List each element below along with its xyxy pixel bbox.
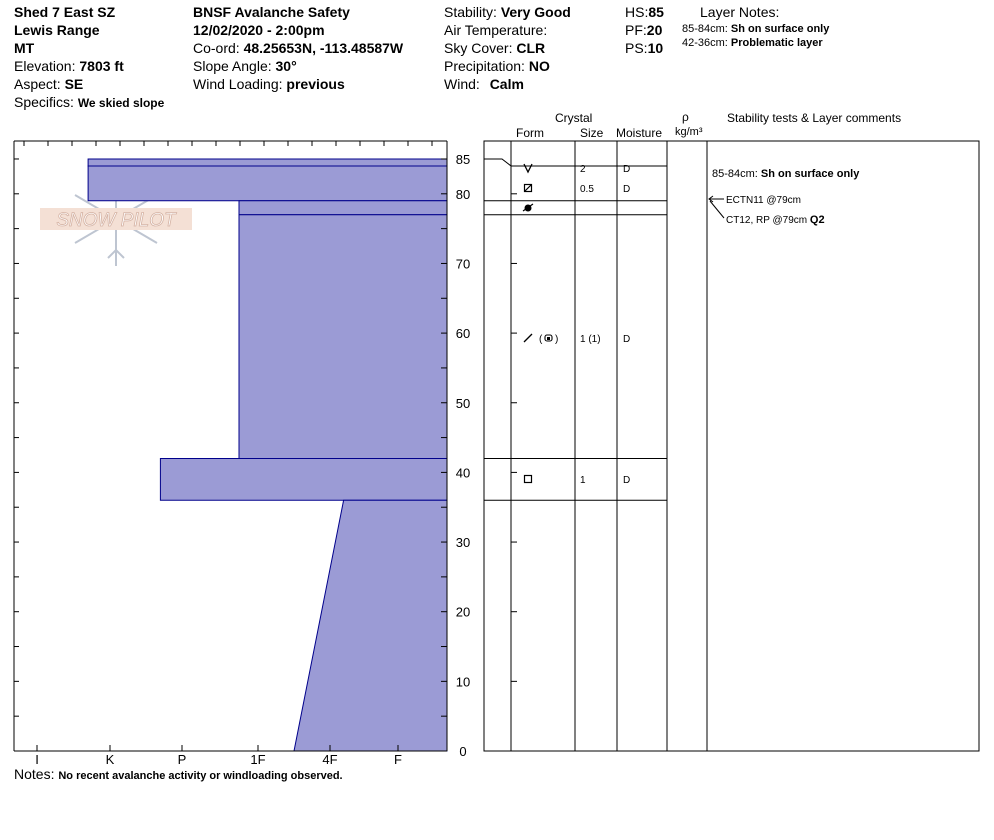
form-header: Form xyxy=(516,126,544,140)
hs-label: HS: xyxy=(625,4,649,20)
moisture-header: Moisture xyxy=(616,126,663,140)
ps-value: 10 xyxy=(647,40,664,56)
wind-loading-value: previous xyxy=(286,76,345,92)
comments-frame xyxy=(707,141,979,751)
aspect-label: Aspect: xyxy=(14,76,61,92)
moisture-value: D xyxy=(623,164,631,175)
state-name: MT xyxy=(14,40,35,56)
crystal-size: 1 (1) xyxy=(580,334,601,345)
test-pointer xyxy=(710,201,724,218)
hardness-tick-label: F xyxy=(394,752,402,767)
elevation-label: Elevation: xyxy=(14,58,76,74)
layer-table xyxy=(484,141,707,751)
stability-label: Stability: xyxy=(444,4,497,20)
depth-tick-label: 20 xyxy=(455,604,471,620)
hardness-layer xyxy=(239,201,447,215)
moisture-value: D xyxy=(623,334,631,345)
svg-text:(: ( xyxy=(539,334,543,345)
coord-value: 48.25653N, -113.48587W xyxy=(243,40,404,56)
decomposing-forms-icon xyxy=(524,334,558,345)
moisture-value: D xyxy=(623,184,631,195)
stability-test-quality: Q2 xyxy=(809,214,825,226)
wind-label: Wind: xyxy=(444,76,480,92)
comments-panel xyxy=(707,141,979,751)
hardness-tick-label: I xyxy=(35,752,39,767)
observation-datetime: 12/02/2020 - 2:00pm xyxy=(193,22,325,38)
hardness-layer xyxy=(160,458,447,500)
stability-test-ct xyxy=(726,211,825,230)
depth-tick-label: 85 xyxy=(455,151,471,167)
elevation-value: 7803 ft xyxy=(79,58,124,74)
air-temperature-label: Air Temperature: xyxy=(444,22,548,38)
crystal-size: 0.5 xyxy=(580,184,594,195)
pf-value: 20 xyxy=(646,22,663,38)
depth-tick-label: 0 xyxy=(459,744,467,759)
hardness-tick-label: P xyxy=(177,752,187,767)
layer-comment-range: 85-84cm: xyxy=(712,168,758,180)
pf-label: PF: xyxy=(625,22,647,38)
depth-tick-label: 80 xyxy=(455,186,471,202)
layer-note-range: 42-36cm: xyxy=(682,37,728,49)
precip-value: NO xyxy=(528,58,550,74)
aspect-value: SE xyxy=(64,76,84,92)
crystal-size: 1 xyxy=(580,475,586,486)
logo-text: SNOW PILOT xyxy=(56,210,176,231)
hardness-tick-label: 1F xyxy=(250,752,266,767)
organization: BNSF Avalanche Safety xyxy=(193,4,350,20)
wind-value: Calm xyxy=(489,76,524,92)
coord-label: Co-ord: xyxy=(193,40,240,56)
moisture-value: D xyxy=(623,475,631,486)
table-frame xyxy=(484,141,707,751)
notes-label: Notes: xyxy=(14,766,55,782)
melt-freeze-crust-icon xyxy=(523,204,533,212)
layer-notes-title: Layer Notes: xyxy=(700,4,780,20)
surface-hoar-icon xyxy=(524,164,532,172)
sky-value: CLR xyxy=(516,40,546,56)
sky-label: Sky Cover: xyxy=(444,40,513,56)
slope-label: Slope Angle: xyxy=(193,58,272,74)
rho-header: ρ xyxy=(682,110,689,124)
layer-note-text: Sh on surface only xyxy=(730,23,830,35)
depth-tick-label: 40 xyxy=(455,465,471,481)
depth-tick-label: 50 xyxy=(455,395,471,411)
layer-note-text: Problematic layer xyxy=(730,37,823,49)
faceted-crystals-icon xyxy=(525,476,532,483)
hardness-layer xyxy=(88,166,447,201)
hardness-layer xyxy=(88,159,447,166)
wind-loading-label: Wind Loading: xyxy=(193,76,283,92)
comments-header: Stability tests & Layer comments xyxy=(727,111,902,125)
specifics-value: We skied slope xyxy=(77,96,165,110)
layer-comment-text: Sh on surface only xyxy=(760,168,860,180)
crystal-header: Crystal xyxy=(555,111,593,125)
stability-test-ct-text: CT12, RP @79cm xyxy=(726,215,808,226)
density-unit-header: kg/m³ xyxy=(675,126,703,138)
specifics-label: Specifics: xyxy=(14,94,74,110)
precip-label: Precipitation: xyxy=(444,58,525,74)
ps-label: PS: xyxy=(625,40,648,56)
svg-text:): ) xyxy=(555,334,559,345)
notes-text: No recent avalanche activity or windloading observed. xyxy=(58,770,343,782)
depth-tick-label: 10 xyxy=(455,674,471,690)
location-name: Shed 7 East SZ xyxy=(14,4,116,20)
hardness-tick-label: 4F xyxy=(322,752,338,767)
stability-value: Very Good xyxy=(500,4,571,20)
size-header: Size xyxy=(580,126,604,140)
faceted-rounded-icon xyxy=(525,185,532,192)
stability-test-ectn: ECTN11 @79cm xyxy=(726,195,801,206)
range-name: Lewis Range xyxy=(14,22,100,38)
depth-tick-label: 60 xyxy=(455,326,471,342)
hardness-tick-label: K xyxy=(105,752,115,767)
depth-tick-label: 30 xyxy=(455,535,471,551)
hardness-layer xyxy=(239,215,447,459)
notes xyxy=(14,765,343,785)
depth-tick-label: 70 xyxy=(455,256,471,272)
connector-line xyxy=(484,159,511,166)
crystal-size: 2 xyxy=(580,164,586,175)
hs-value: 85 xyxy=(648,4,664,20)
layer-note-range: 85-84cm: xyxy=(682,23,728,35)
slope-value: 30° xyxy=(275,58,297,74)
hardness-profile xyxy=(88,159,447,751)
hardness-layer xyxy=(294,500,447,751)
layer-comment xyxy=(712,165,859,183)
